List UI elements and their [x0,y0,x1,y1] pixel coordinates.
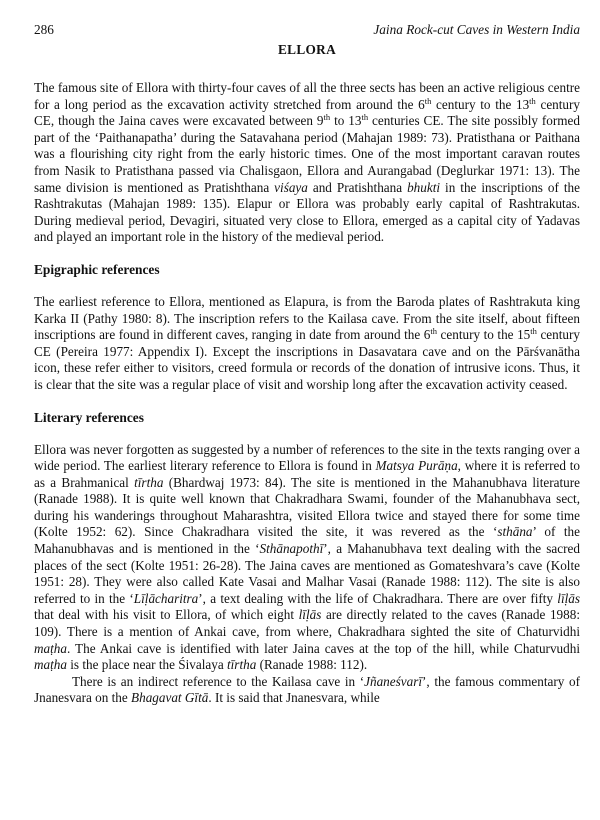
italic-term: sthāna [497,524,533,540]
page-number: 286 [34,22,54,37]
literary-continuation-paragraph [34,674,580,707]
italic-term: viśaya [274,179,308,195]
epigraphic-paragraph [34,294,580,394]
ordinal-suffix: th [323,112,331,123]
epigraphic-heading: Epigraphic references [34,261,160,277]
text-run: ’, the famous commentary of Jnanesvara on the [34,673,580,706]
ordinal-suffix: th [361,112,369,123]
text-run: is the place near the Śivalaya [66,657,227,673]
text-run: (Ranade 1988: 112). [256,657,368,673]
running-header [34,22,580,38]
text-run: century to the 13 [431,96,530,112]
italic-term: tīrtha [226,657,257,673]
ordinal-suffix: th [530,326,537,337]
text-run: century CE, though the Jaina caves were excavated between 9 [34,96,581,129]
italic-term: maṭha [34,640,67,656]
text-run: to 13 [330,113,362,129]
text-run: Ellora was never forgotten as suggested by a number of references to the site in the texts ranging over a wide period. The earliest literary reference to Ellora is found in [34,441,580,474]
literary-heading: Literary references [34,409,144,425]
section-title: ELLORA [278,42,336,57]
text-run: that deal with his visit to Ellora, of which eight [34,607,299,623]
italic-term: līḷās [557,590,580,606]
text-run: century to the 15 [437,327,531,343]
italic-term: bhukti [407,179,441,195]
text-run: (Bhardwaj 1973: 84). The site is mentioned in the Mahanubhava literature (Ranade 1988). It is quite well known that Chakradhara Swami, founder of the Mahanubhava sect, during his wanderings throughout Maharashtra, visited Ellora twice and stayed there for some time (Kolte 1952: 62). Since Chakradhara visited the site, it was revered as the ‘ [34,474,580,540]
text-run: ’, a Mahanubhava text dealing with the sacred places of the sect (Kolte 1951: 26-28). The Jaina caves are mentioned as Gomateshvara’s cave (Kolte 1951: 28). They were also called Kate Vasai and Malhar Vasai (Ranade 1988: 112). The site is also referred to in the ‘ [34,541,580,606]
italic-term: līḷās [298,607,322,623]
text-run: ’, a text dealing with the life of Chakradhara. There are over fifty [198,590,558,606]
intro-paragraph [34,80,580,246]
italic-term: Jñaneśvarī [364,673,423,689]
literary-paragraph [34,442,580,674]
italic-term: Līḷācharitra [133,590,199,606]
text-run: ’ of the Mahanubhavas and is mentioned in the ‘ [34,524,580,557]
text-run: There is an indirect reference to the Kailasa cave in ‘ [72,673,365,689]
italic-term: tīrtha [134,474,164,490]
text-run: are directly related to the caves (Ranade 1988: 109). There is a mention of Ankai cave, from where, Chakradhara sighted the site of Chaturvidhi [34,607,580,640]
text-run: The famous site of Ellora with thirty-four caves of all the three sects has been an active religious centre for a long period as the excavation activity stretched from around the 6 [34,80,580,112]
text-run: centuries CE. The site possibly formed part of the ‘Paithanapatha’ during the Satavahana period (Mahajan 1989: 73). Pratisthana or Paithana was a flourishing city right from the early historic times. One of the most important caravan routes from Nasik to Pratisthana passed via Chalisgaon, Ellora and Aurangabad (Deglurkar 1971: 13). The same division is mentioned as Pratishthana [34,113,580,195]
text-run: , where it is referred to as a Brahmanical [34,458,580,490]
text-run: in the inscriptions of the Rashtrakutas (Mahajan 1989: 135). Elapur or Ellora was probably early capital of Rashtrakutas. During medieval period, Devagiri, situated very close to Ellora, emerged as a capital city of Yadavas and played an important role in the history of the medieval period. [34,179,580,245]
italic-term: Matsya Purāṇa [375,458,458,474]
italic-term: Sthānapothī [259,541,324,557]
text-run: . The Ankai cave is identified with later Jaina caves at the top of the hill, while Chaturvudhi [66,640,580,656]
text-run: The earliest reference to Ellora, mentioned as Elapura, is from the Baroda plates of Rashtrakuta king Karka II (Pathy 1980: 8). The inscription refers to the Kailasa cave. From the site itself, about fifteen inscriptions are found in different caves, ranging in date from around the 6 [34,293,580,343]
text-run: . It is said that Jnanesvara, while [208,690,380,706]
text-run: and Pratishthana [307,179,408,195]
running-title: Jaina Rock-cut Caves in Western India [373,22,580,37]
italic-term: Bhagavat Gītā [131,690,209,706]
italic-term: maṭha [34,657,67,673]
ordinal-suffix: th [424,95,432,106]
text-run: century CE (Pereira 1977: Appendix I). Except the inscriptions in Dasavatara cave and on the Pārśvanātha icon, these refer either to visitors, creed formula or records of the donation of intrusive icons. Thus, it is clear that the site was a regular place of visit and worship long after the excavation activity ceased. [34,327,580,392]
ordinal-suffix: th [529,95,536,106]
ordinal-suffix: th [430,326,437,337]
